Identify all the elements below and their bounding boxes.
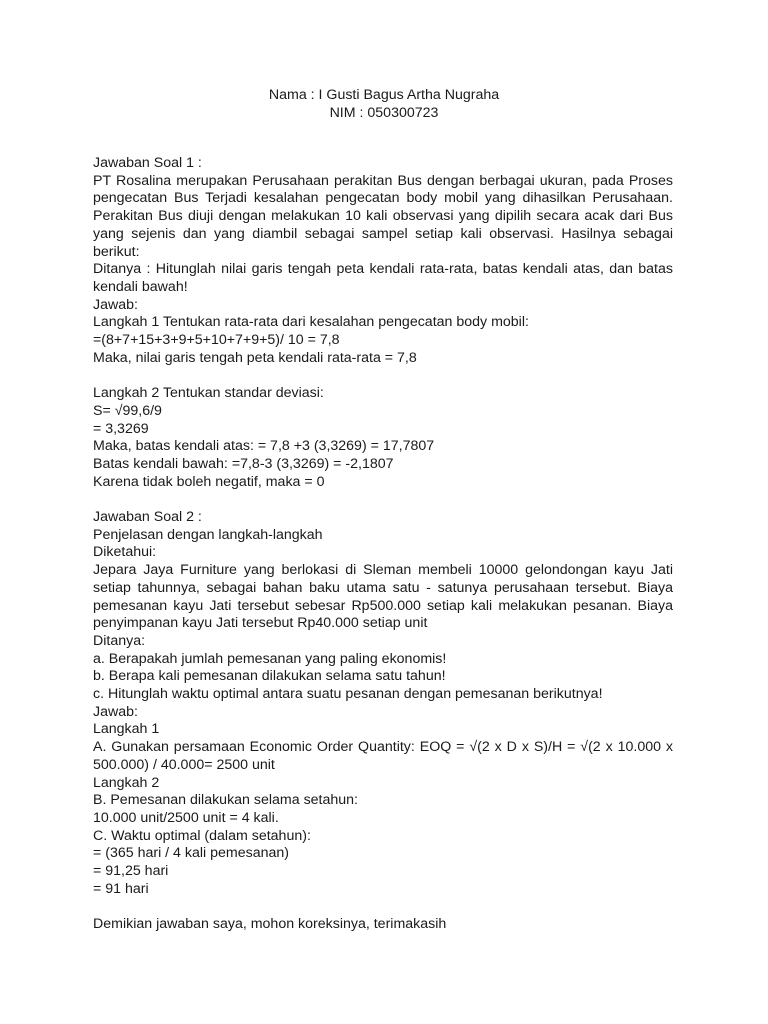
answer-2-jawab-label: Jawab: xyxy=(93,703,138,720)
student-nim: NIM : 050300723 xyxy=(329,105,439,121)
answer-1-title: Jawaban Soal 1 : xyxy=(93,155,202,171)
answer-2-known-text: Jepara Jaya Furniture yang berlokasi di Sleman membeli 10000 gelondongan kayu Jati setiap tahunnya, sebagai bahan baku utama satu - satunya perusahaan tersebut. Biaya pemesanan kayu Jati tersebut sebesar Rp500.000 setiap kali melakukan pesanan. Biaya penyimpanan kayu Jati tersebut Rp40.000 setiap unit xyxy=(93,562,673,632)
answer-1-step1-title: Langkah 1 Tentukan rata-rata dari kesalahan pengecatan body mobil: xyxy=(93,314,529,331)
answer-2-explanation-label: Penjelasan dengan langkah-langkah xyxy=(93,526,323,543)
closing-remark: Demikian jawaban saya, mohon koreksinya, terimakasih xyxy=(93,916,447,933)
answer-1-negative-note: Karena tidak boleh negatif, maka = 0 xyxy=(93,473,325,490)
answer-2-c-calc-3: = 91 hari xyxy=(93,880,149,897)
answer-1-question: Ditanya : Hitunglah nilai garis tengah peta kendali rata-rata, batas kendali atas, dan batas kendali bawah! xyxy=(93,261,673,295)
answer-1-section xyxy=(93,155,673,491)
answer-2-question-c: c. Hitunglah waktu optimal antara suatu pesanan dengan pemesanan berikutnya! xyxy=(93,686,603,703)
answer-1-intro: PT Rosalina merupakan Perusahaan perakitan Bus dengan berbagai ukuran, pada Proses pengecatan Bus Terjadi kesalahan pengecatan body mobil yang dihasilkan Perusahaan. Perakitan Bus diuji dengan melakukan 10 kali observasi yang dipilih secara acak dari Bus yang sejenis dan yang diambil sebagai sampel setiap kali observasi. Hasilnya sebagai berikut: xyxy=(93,172,673,260)
answer-1-jawab-label: Jawab: xyxy=(93,296,138,313)
answer-2-step1-label: Langkah 1 xyxy=(93,721,160,738)
answer-2-known-label: Diketahui: xyxy=(93,544,157,561)
answer-2-c-calc-1: = (365 hari / 4 kali pemesanan) xyxy=(93,845,289,862)
answer-2-b-title: B. Pemesanan dilakukan selama setahun: xyxy=(93,792,358,809)
answer-2-section xyxy=(93,509,673,898)
answer-2-question-b: b. Berapa kali pemesanan dilakukan selama satu tahun! xyxy=(93,668,446,685)
answer-1-lower-limit: Batas kendali bawah: =7,8-3 (3,3269) = -2,1807 xyxy=(93,455,394,472)
answer-2-title: Jawaban Soal 2 : xyxy=(93,509,202,526)
answer-1-step2-formula: S= √99,6/9 xyxy=(93,402,162,419)
answer-1-step2-title: Langkah 2 Tentukan standar deviasi: xyxy=(93,385,324,402)
answer-1-step1-result: Maka, nilai garis tengah peta kendali rata-rata = 7,8 xyxy=(93,349,417,366)
answer-2-question-a: a. Berapakah jumlah pemesanan yang paling ekonomis! xyxy=(93,650,447,667)
answer-1-step2-value: = 3,3269 xyxy=(93,420,149,437)
spacer xyxy=(93,491,673,509)
spacer xyxy=(93,367,673,385)
spacer xyxy=(93,899,673,917)
answer-2-c-calc-2: = 91,25 hari xyxy=(93,863,169,880)
document-body xyxy=(93,155,673,934)
answer-2-b-calc: 10.000 unit/2500 unit = 4 kali. xyxy=(93,809,279,826)
answer-1-upper-limit: Maka, batas kendali atas: = 7,8 +3 (3,3269) = 17,7807 xyxy=(93,438,435,455)
answer-2-step2-label: Langkah 2 xyxy=(93,774,160,791)
document-header xyxy=(0,86,768,122)
answer-2-step1-text: A. Gunakan persamaan Economic Order Quantity: EOQ = √(2 x D x S)/H = √(2 x 10.000 x 500.000) / 40.000= 2500 unit xyxy=(93,739,673,773)
answer-1-step1-calc: =(8+7+15+3+9+5+10+7+9+5)/ 10 = 7,8 xyxy=(93,332,340,349)
answer-2-c-title: C. Waktu optimal (dalam setahun): xyxy=(93,827,311,844)
answer-2-question-label: Ditanya: xyxy=(93,632,146,649)
student-name: Nama : I Gusti Bagus Artha Nugraha xyxy=(268,87,500,103)
